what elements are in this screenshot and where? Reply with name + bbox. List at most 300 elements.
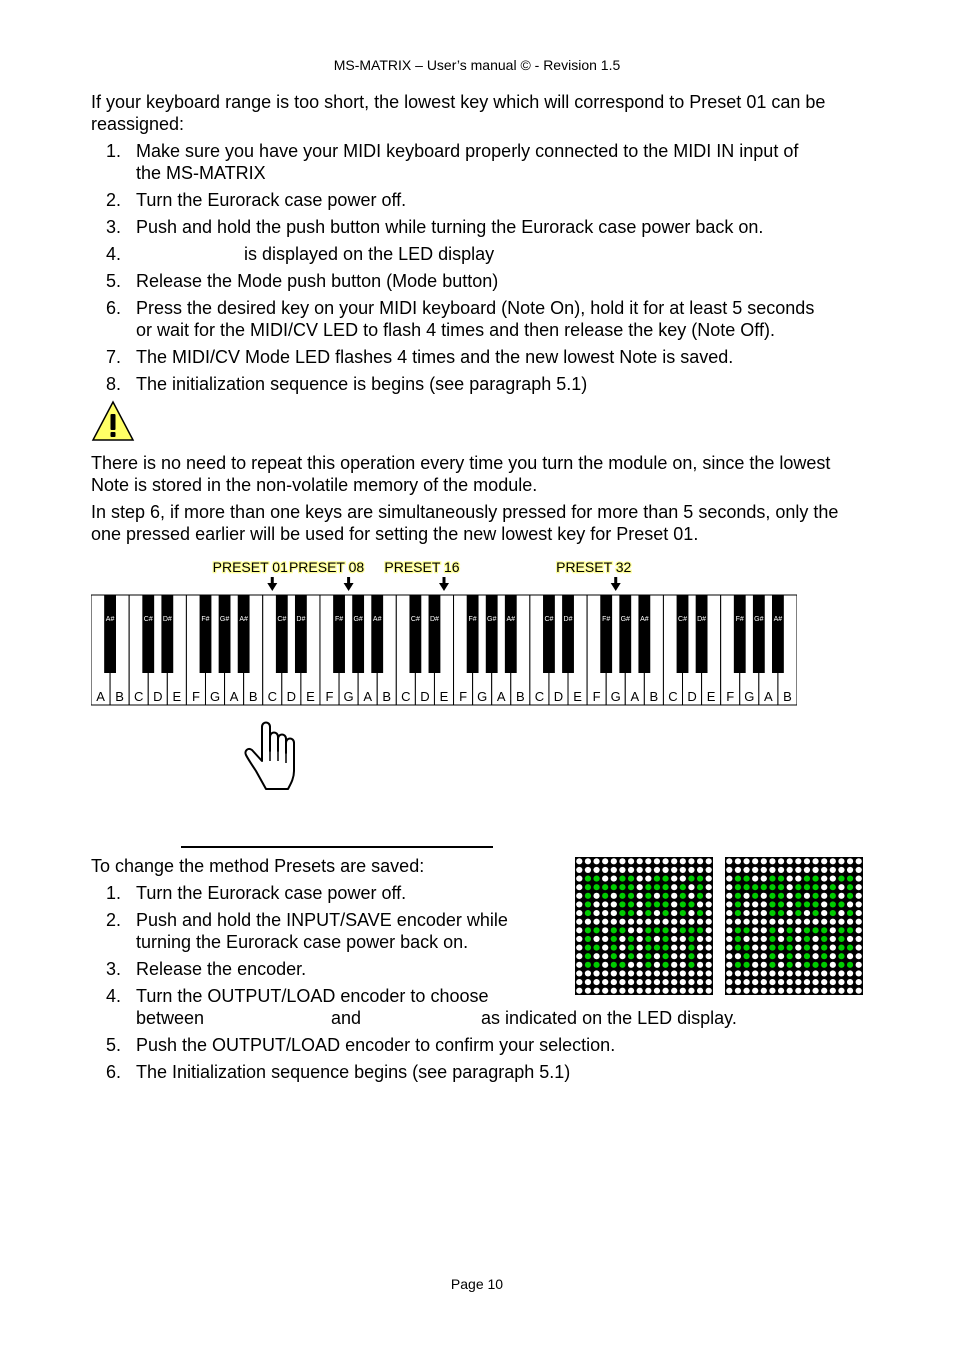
led-dot	[804, 875, 810, 881]
led-dot	[778, 910, 784, 916]
led-dot	[735, 944, 741, 950]
white-key-label: B	[382, 689, 392, 704]
led-dot	[688, 970, 694, 976]
led-dot	[671, 944, 677, 950]
led-dot	[752, 858, 758, 864]
led-dot	[602, 875, 608, 881]
led-dot	[688, 867, 694, 873]
led-dot	[856, 919, 862, 925]
list-item: 7. The MIDI/CV Mode LED flashes 4 times and the new lowest Note is saved.	[105, 347, 734, 367]
black-key-label: C#	[544, 616, 554, 623]
led-dot	[671, 970, 677, 976]
led-dot	[680, 962, 686, 968]
led-dot	[671, 988, 677, 994]
led-dot	[743, 867, 749, 873]
led-dot	[593, 927, 599, 933]
led-dot	[795, 875, 801, 881]
led-dot	[706, 953, 712, 959]
led-dot	[761, 901, 767, 907]
black-key-label: C#	[678, 616, 687, 623]
led-dot	[838, 919, 844, 925]
led-dot	[847, 953, 853, 959]
led-dot	[795, 927, 801, 933]
led-dot	[735, 875, 741, 881]
led-dot	[787, 910, 793, 916]
led-dot	[847, 867, 853, 873]
note-paragraph-2: In step 6, if more than one keys are simultaneously pressed for more than 5 seconds, only the one pressed earlier will be used for setting the new lowest key for Preset 01.	[91, 502, 839, 544]
led-dot	[752, 953, 758, 959]
led-dot	[726, 867, 732, 873]
led-dot	[637, 910, 643, 916]
led-dot	[671, 910, 677, 916]
led-dot	[795, 901, 801, 907]
led-dot	[735, 953, 741, 959]
led-dot	[576, 867, 582, 873]
black-key-label: D#	[296, 616, 306, 623]
led-dot	[735, 858, 741, 864]
led-dot	[838, 893, 844, 899]
led-dot	[688, 901, 694, 907]
led-dot	[743, 979, 749, 985]
led-dot	[761, 919, 767, 925]
led-dot	[688, 944, 694, 950]
led-dot	[585, 970, 591, 976]
led-dot	[821, 893, 827, 899]
led-dot	[804, 919, 810, 925]
led-dot	[611, 970, 617, 976]
led-dot	[697, 901, 703, 907]
led-dot	[812, 867, 818, 873]
led-dot	[804, 893, 810, 899]
led-dot	[838, 901, 844, 907]
led-dot	[654, 858, 660, 864]
led-dot	[726, 936, 732, 942]
led-dot	[637, 867, 643, 873]
led-dot	[726, 901, 732, 907]
led-dot	[585, 962, 591, 968]
keyboard-diagram	[91, 557, 797, 715]
led-dot	[830, 910, 836, 916]
led-dot	[645, 901, 651, 907]
keyboard-svg	[91, 557, 797, 715]
led-dot	[576, 910, 582, 916]
led-dot	[769, 988, 775, 994]
led-dot	[593, 962, 599, 968]
led-dot	[752, 884, 758, 890]
led-dot	[804, 970, 810, 976]
white-key-label: D	[420, 689, 430, 704]
led-dot	[804, 979, 810, 985]
led-dot	[726, 927, 732, 933]
led-dot	[787, 970, 793, 976]
led-dot	[856, 858, 862, 864]
led-dot	[787, 919, 793, 925]
led-dot	[688, 962, 694, 968]
led-dot	[752, 919, 758, 925]
led-dot	[804, 962, 810, 968]
led-dot	[812, 919, 818, 925]
list-item: 6. The Initialization sequence begins (see paragraph 5.1)	[105, 1062, 571, 1082]
led-dot	[778, 884, 784, 890]
led-dot	[662, 970, 668, 976]
black-key	[371, 595, 383, 673]
led-dot	[576, 875, 582, 881]
led-dot	[830, 893, 836, 899]
led-dot	[593, 944, 599, 950]
led-dot	[821, 927, 827, 933]
led-dot	[743, 944, 749, 950]
led-dot	[688, 884, 694, 890]
led-dot	[611, 944, 617, 950]
led-dot	[611, 962, 617, 968]
led-dot	[795, 910, 801, 916]
led-dot	[838, 988, 844, 994]
led-dot	[611, 919, 617, 925]
led-dot	[778, 901, 784, 907]
led-dot	[585, 936, 591, 942]
led-dot	[662, 953, 668, 959]
led-dot	[847, 988, 853, 994]
white-key-label: E	[573, 689, 582, 704]
led-dot	[804, 944, 810, 950]
led-dot	[778, 936, 784, 942]
led-dot	[812, 944, 818, 950]
led-dot	[761, 953, 767, 959]
led-dot	[743, 884, 749, 890]
led-dot	[812, 953, 818, 959]
led-dot	[593, 901, 599, 907]
led-dot	[752, 970, 758, 976]
led-dot	[804, 867, 810, 873]
led-dot	[680, 944, 686, 950]
black-key	[696, 595, 708, 673]
white-key-label: D	[286, 689, 297, 704]
led-dot	[654, 979, 660, 985]
led-dot	[821, 962, 827, 968]
led-dot	[637, 970, 643, 976]
led-dot	[821, 979, 827, 985]
led-dot	[743, 910, 749, 916]
led-dot	[671, 953, 677, 959]
led-dot	[706, 970, 712, 976]
black-key	[638, 595, 650, 673]
led-dot	[856, 988, 862, 994]
led-dot	[628, 875, 634, 881]
led-dot	[637, 962, 643, 968]
led-dot	[576, 953, 582, 959]
led-dot	[585, 919, 591, 925]
led-dot	[662, 910, 668, 916]
section-underline	[181, 846, 493, 848]
led-dot	[611, 988, 617, 994]
led-dot	[611, 884, 617, 890]
led-dot	[654, 970, 660, 976]
led-dot	[838, 884, 844, 890]
led-dot	[838, 970, 844, 976]
led-dot	[795, 919, 801, 925]
led-dot	[726, 970, 732, 976]
led-dot	[662, 979, 668, 985]
preset-label: PRESET 01	[212, 559, 288, 575]
led-dot	[593, 910, 599, 916]
list-item: 8. The initialization sequence is begins (see paragraph 5.1)	[105, 374, 588, 394]
black-key-label: C#	[410, 616, 420, 623]
led-dot	[795, 893, 801, 899]
black-key	[276, 595, 288, 673]
white-key-label: E	[706, 689, 716, 704]
led-dot	[593, 875, 599, 881]
led-dot	[830, 901, 836, 907]
led-dot	[787, 858, 793, 864]
led-dot	[706, 884, 712, 890]
white-key-label: B	[248, 689, 258, 704]
led-dot	[856, 927, 862, 933]
led-dot	[671, 901, 677, 907]
list-item: 3. Push and hold the push button while turning the Eurorack case power back on.	[105, 217, 764, 237]
led-dot	[671, 979, 677, 985]
warning-icon	[91, 400, 135, 442]
led-dot	[576, 988, 582, 994]
led-dot	[654, 901, 660, 907]
led-dot	[619, 858, 625, 864]
black-key	[734, 595, 746, 673]
led-dot	[830, 884, 836, 890]
black-key	[486, 595, 498, 673]
led-dot	[662, 901, 668, 907]
led-dot	[688, 875, 694, 881]
led-dot	[662, 927, 668, 933]
black-key-label: F#	[602, 616, 611, 623]
white-key-label: A	[96, 689, 105, 704]
led-dot	[697, 867, 703, 873]
led-dot	[761, 910, 767, 916]
led-dot	[602, 919, 608, 925]
led-dot	[812, 970, 818, 976]
led-dot	[645, 858, 651, 864]
led-dot	[628, 910, 634, 916]
led-dot	[726, 884, 732, 890]
list-item: 1. Make sure you have your MIDI keyboard properly connected to the MIDI IN input of the MS-MATRIX	[105, 141, 799, 183]
led-dot	[654, 919, 660, 925]
led-dot	[697, 953, 703, 959]
led-dot	[654, 988, 660, 994]
led-dot	[787, 944, 793, 950]
white-key-label: C	[267, 689, 277, 704]
led-dot	[856, 884, 862, 890]
led-dot	[593, 988, 599, 994]
white-key-label: G	[744, 689, 755, 704]
led-dot	[637, 944, 643, 950]
led-dot	[830, 875, 836, 881]
white-key-label: F	[325, 689, 334, 704]
led-dot	[706, 901, 712, 907]
led-dot	[752, 875, 758, 881]
led-dot	[671, 927, 677, 933]
led-dot	[752, 936, 758, 942]
led-dot	[637, 953, 643, 959]
led-dot	[787, 962, 793, 968]
black-key-label: D#	[162, 616, 172, 623]
led-dot	[662, 867, 668, 873]
led-dot	[743, 936, 749, 942]
led-dot	[812, 962, 818, 968]
led-dot	[804, 988, 810, 994]
led-dot	[654, 910, 660, 916]
led-dot	[576, 919, 582, 925]
led-dot	[735, 988, 741, 994]
white-key-label: E	[439, 689, 449, 704]
led-dot	[602, 867, 608, 873]
led-dot	[688, 927, 694, 933]
led-dot	[743, 988, 749, 994]
led-dot	[576, 901, 582, 907]
led-dot	[619, 919, 625, 925]
led-dot	[611, 979, 617, 985]
black-key-label: A#	[105, 616, 115, 623]
led-dot	[680, 936, 686, 942]
led-dot	[761, 858, 767, 864]
black-key	[677, 595, 689, 673]
led-dot	[680, 953, 686, 959]
white-key-label: F	[191, 689, 200, 704]
led-dot	[821, 901, 827, 907]
led-dot	[726, 893, 732, 899]
led-dot	[628, 988, 634, 994]
led-dot	[628, 901, 634, 907]
led-dot	[680, 875, 686, 881]
led-dot	[628, 884, 634, 890]
led-dot	[706, 944, 712, 950]
led-dot	[611, 910, 617, 916]
led-dot	[680, 884, 686, 890]
led-dot	[743, 953, 749, 959]
led-dot	[662, 919, 668, 925]
led-dot	[830, 858, 836, 864]
led-dot	[576, 936, 582, 942]
list-item: 1. Turn the Eurorack case power off.	[105, 883, 407, 903]
led-dot	[628, 953, 634, 959]
black-key	[161, 595, 173, 673]
led-dot	[637, 988, 643, 994]
led-dot	[637, 919, 643, 925]
led-dot	[585, 867, 591, 873]
led-dot	[671, 893, 677, 899]
led-dot	[821, 936, 827, 942]
led-dot	[697, 858, 703, 864]
led-dot	[847, 910, 853, 916]
led-dot	[654, 867, 660, 873]
save-method-intro: To change the method Presets are saved:	[91, 856, 425, 876]
preset-arrow-stem	[443, 577, 446, 583]
led-dot	[838, 944, 844, 950]
preset-label: PRESET 16	[384, 559, 460, 575]
led-dot	[761, 979, 767, 985]
led-dot	[761, 936, 767, 942]
led-dot	[585, 944, 591, 950]
led-dot	[735, 910, 741, 916]
black-key-label: F#	[735, 616, 744, 623]
led-dot	[602, 936, 608, 942]
white-key-label: D	[687, 689, 697, 704]
led-dot	[778, 858, 784, 864]
led-dot	[761, 944, 767, 950]
led-dot	[812, 927, 818, 933]
led-dot	[769, 927, 775, 933]
black-key-label: A#	[372, 616, 382, 623]
led-dot	[697, 988, 703, 994]
led-dot	[769, 875, 775, 881]
led-dot	[787, 867, 793, 873]
led-dot	[787, 875, 793, 881]
led-dot	[706, 910, 712, 916]
white-key-label: G	[477, 689, 488, 704]
black-key	[600, 595, 612, 673]
led-dot	[838, 979, 844, 985]
led-dot	[847, 901, 853, 907]
led-dot	[735, 901, 741, 907]
led-dot	[593, 953, 599, 959]
led-dot	[769, 867, 775, 873]
led-dot	[585, 901, 591, 907]
led-dot	[654, 936, 660, 942]
white-key-label: C	[668, 689, 678, 704]
led-dot	[787, 927, 793, 933]
led-dot	[795, 858, 801, 864]
led-dot	[761, 884, 767, 890]
led-dot	[585, 979, 591, 985]
led-dot	[838, 962, 844, 968]
led-dot	[743, 919, 749, 925]
led-dot	[662, 884, 668, 890]
led-dot	[778, 962, 784, 968]
led-dot	[637, 893, 643, 899]
led-dot	[804, 901, 810, 907]
led-dot	[602, 910, 608, 916]
led-dot	[847, 927, 853, 933]
white-key-label: G	[610, 689, 621, 704]
page-footer: Page 10	[450, 1276, 504, 1292]
white-key-label: B	[649, 689, 659, 704]
led-dot	[697, 884, 703, 890]
led-dot	[602, 927, 608, 933]
led-dot	[671, 884, 677, 890]
led-dot	[804, 936, 810, 942]
led-dot	[804, 927, 810, 933]
led-dot	[769, 944, 775, 950]
led-dot	[804, 858, 810, 864]
led-dot	[688, 858, 694, 864]
led-dot	[645, 910, 651, 916]
led-dot	[585, 910, 591, 916]
led-dot	[602, 858, 608, 864]
led-dot	[761, 875, 767, 881]
led-dot	[576, 962, 582, 968]
led-dot	[778, 979, 784, 985]
list-item: 4. is displayed on the LED display	[105, 244, 495, 264]
led-dot	[593, 867, 599, 873]
black-key	[562, 595, 574, 673]
led-dot	[812, 910, 818, 916]
preset-label: PRESET 08	[288, 559, 365, 575]
led-dot	[830, 936, 836, 942]
led-dot	[637, 901, 643, 907]
led-dot	[821, 944, 827, 950]
led-dot	[688, 988, 694, 994]
white-key-label: B	[515, 689, 525, 704]
led-dot	[680, 988, 686, 994]
led-dot	[778, 927, 784, 933]
led-dot	[830, 944, 836, 950]
